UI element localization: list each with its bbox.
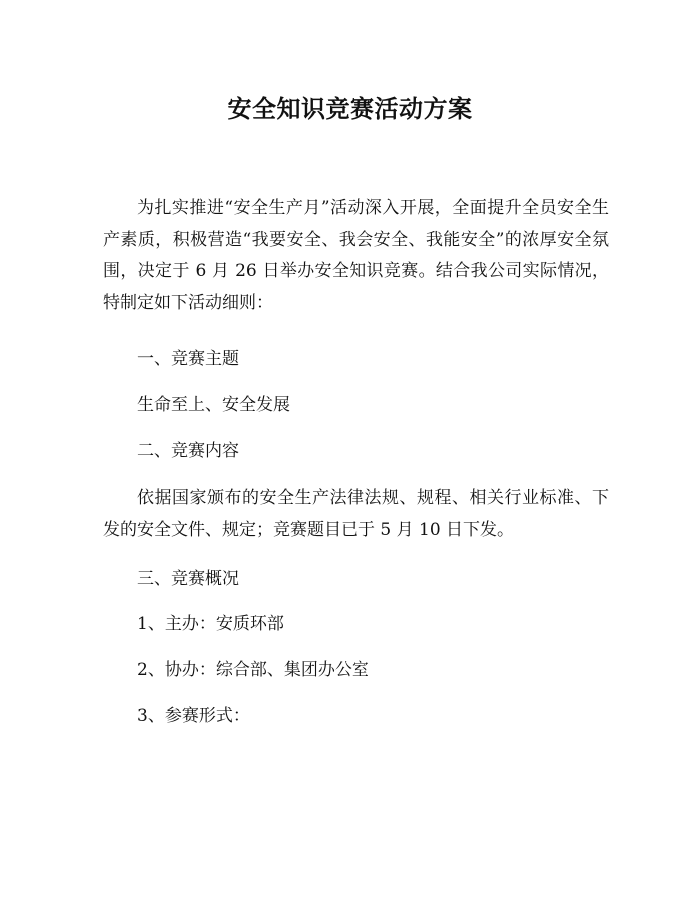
section-3-item-organizer: 1、主办：安质环部 — [137, 614, 284, 634]
intro-paragraph: 为扎实推进“安全生产月”活动深入开展，全面提升全员安全生产素质，积极营造“我要安全、我会安全、我能安全”的浓厚安全氛围，决定于 6 月 26 日举办安全知识竞赛。结合我公司实际情况，特制定如下活动细则： — [103, 198, 609, 313]
section-3-item-format: 3、参赛形式： — [137, 706, 250, 726]
section-1-body: 生命至上、安全发展 — [137, 395, 290, 415]
section-3-heading: 三、竞赛概况 — [137, 569, 239, 589]
section-1-heading: 一、竞赛主题 — [137, 349, 239, 369]
section-2-body: 依据国家颁布的安全生产法律法规、规程、相关行业标准、下发的安全文件、规定；竞赛题目已于 5 月 10 日下发。 — [103, 488, 609, 540]
section-2-heading: 二、竞赛内容 — [137, 441, 239, 461]
document-title: 安全知识竞赛活动方案 — [227, 94, 473, 123]
section-3-item-co-organizer: 2、协办：综合部、集团办公室 — [137, 660, 369, 680]
